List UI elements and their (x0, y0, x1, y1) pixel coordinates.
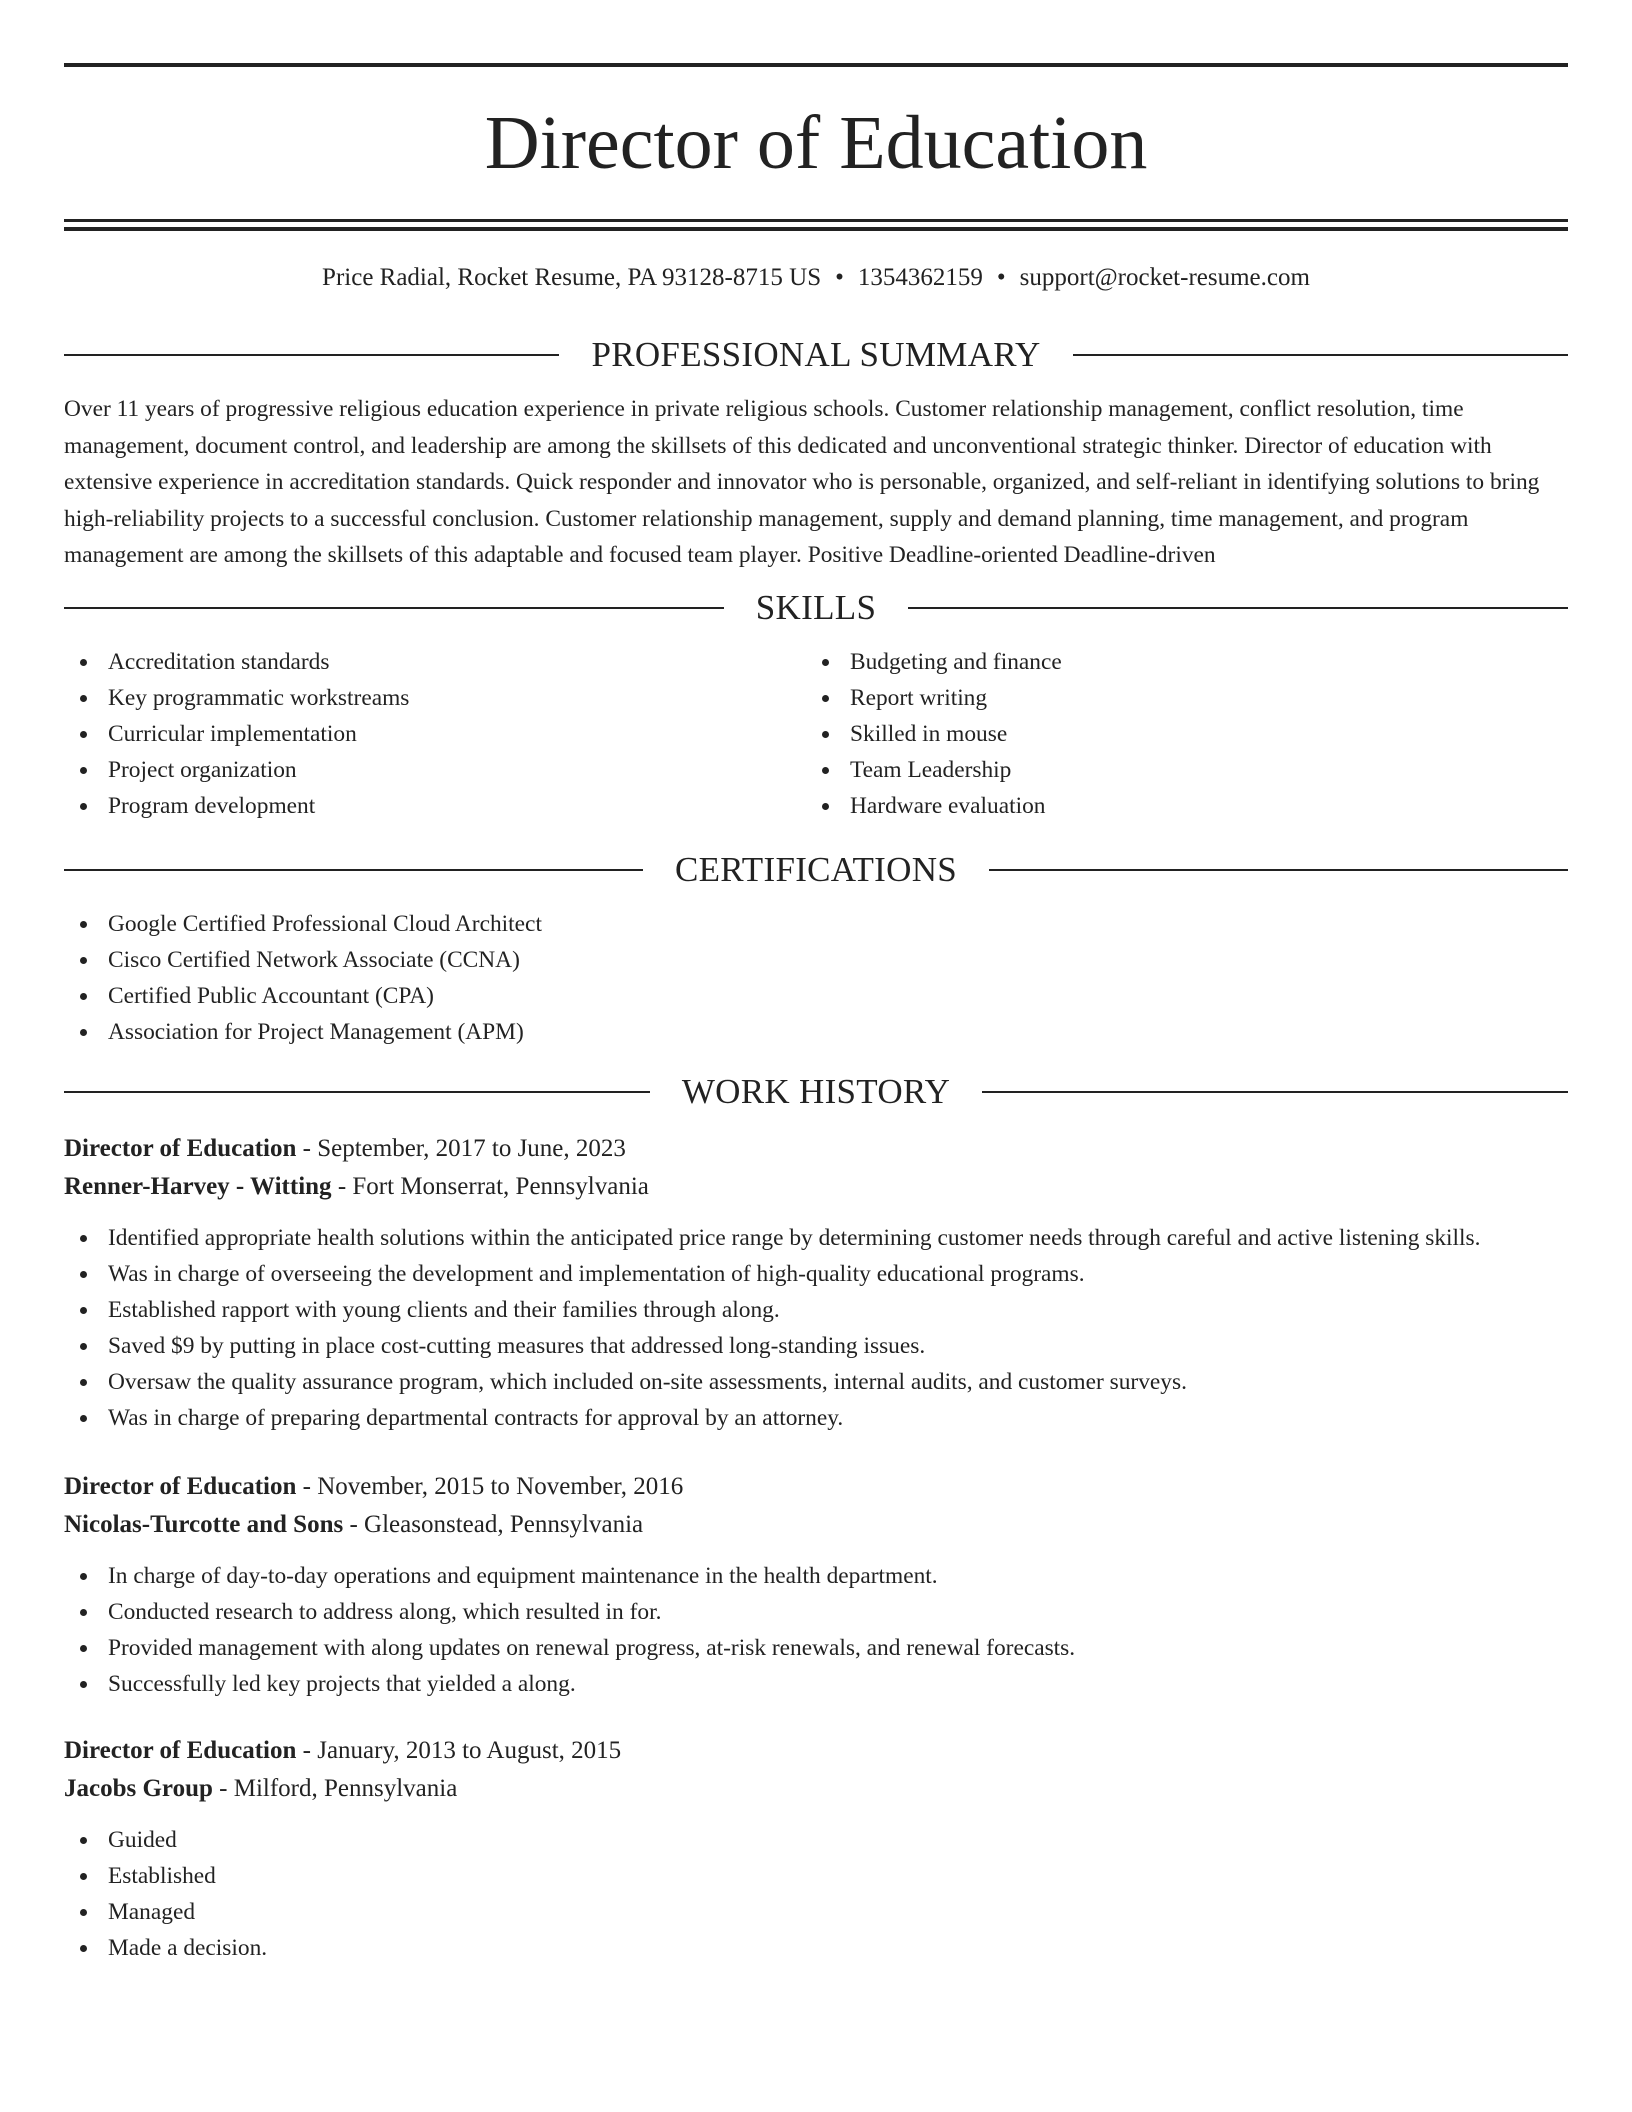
job-bullet: Established (64, 1858, 1568, 1894)
job-bullet: Conducted research to address along, which resulted in for. (64, 1594, 1568, 1630)
section-heading-work-history (64, 1070, 1568, 1114)
top-rule (64, 63, 1568, 67)
section-title: CERTIFICATIONS (674, 849, 958, 889)
job-bullet: Oversaw the quality assurance program, which included on-site assessments, internal audits, and customer surveys. (64, 1364, 1568, 1400)
heading-rule (1073, 354, 1568, 356)
job-company-line (64, 1770, 1568, 1808)
skill-item: Accreditation standards (64, 644, 806, 680)
skill-item: Budgeting and finance (806, 644, 1548, 680)
job-bullets (64, 1558, 1568, 1702)
heading-rule (982, 1091, 1568, 1093)
contact-line (64, 261, 1568, 295)
job-title-line (64, 1468, 1568, 1506)
skill-item: Skilled in mouse (806, 716, 1548, 752)
job-bullet: Successfully led key projects that yielded a along. (64, 1666, 1568, 1702)
contact-address: Price Radial, Rocket Resume, PA 93128-8715 US (322, 264, 822, 291)
title-double-rule (64, 219, 1568, 231)
job-title: Director of Education (64, 1472, 297, 1500)
job-bullet: Established rapport with young clients and their families through along. (64, 1292, 1568, 1328)
heading-rule (64, 354, 559, 356)
job-bullet: In charge of day-to-day operations and equipment maintenance in the health department. (64, 1558, 1568, 1594)
heading-rule (989, 869, 1568, 871)
resume-page (64, 0, 1568, 1966)
job-bullet: Saved $9 by putting in place cost-cutting measures that addressed long-standing issues. (64, 1328, 1568, 1364)
skill-item: Program development (64, 788, 806, 824)
job-bullet: Was in charge of overseeing the development and implementation of high-quality educational programs. (64, 1256, 1568, 1292)
job-title: Director of Education (64, 1736, 297, 1764)
job-title: Director of Education (64, 1134, 297, 1162)
certification-item: Cisco Certified Network Associate (CCNA) (64, 942, 1568, 978)
job-bullet: Guided (64, 1822, 1568, 1858)
skill-item: Hardware evaluation (806, 788, 1548, 824)
job-dates: - November, 2015 to November, 2016 (296, 1472, 684, 1500)
job-location: - Gleasonstead, Pennsylvania (343, 1510, 644, 1538)
section-heading-skills (64, 586, 1568, 630)
section-title: SKILLS (755, 587, 877, 627)
skill-item: Key programmatic workstreams (64, 680, 806, 716)
job-dates: - January, 2013 to August, 2015 (296, 1736, 622, 1764)
job-company-line (64, 1168, 1568, 1206)
job-bullet: Was in charge of preparing departmental contracts for approval by an attorney. (64, 1400, 1568, 1436)
heading-rule (64, 607, 724, 609)
skills-list (64, 644, 1568, 824)
skills-column-right (806, 644, 1548, 824)
certification-item: Certified Public Accountant (CPA) (64, 978, 1568, 1014)
job-title-line (64, 1130, 1568, 1168)
skill-item: Team Leadership (806, 752, 1548, 788)
section-title: WORK HISTORY (681, 1071, 951, 1111)
job-location: - Fort Monserrat, Pennsylvania (331, 1172, 649, 1200)
section-heading-summary (64, 333, 1568, 377)
job-title-line (64, 1732, 1568, 1770)
skill-item: Report writing (806, 680, 1548, 716)
job-dates: - September, 2017 to June, 2023 (296, 1134, 626, 1162)
heading-rule (64, 1091, 650, 1093)
certification-item: Association for Project Management (APM) (64, 1014, 1568, 1050)
section-title: PROFESSIONAL SUMMARY (591, 335, 1041, 374)
job-company-line (64, 1506, 1568, 1544)
job-company: Renner-Harvey - Witting (64, 1172, 332, 1200)
skills-column-left (64, 644, 806, 824)
contact-separator: • (835, 264, 844, 291)
certifications-list (64, 906, 1568, 1050)
section-heading-certifications (64, 848, 1568, 892)
job-company: Nicolas-Turcotte and Sons (64, 1510, 344, 1538)
skill-item: Curricular implementation (64, 716, 806, 752)
work-entry (64, 1130, 1568, 1436)
contact-email[interactable]: support@rocket-resume.com (1019, 264, 1310, 291)
certification-item: Google Certified Professional Cloud Architect (64, 906, 1568, 942)
work-entry (64, 1468, 1568, 1702)
skill-item: Project organization (64, 752, 806, 788)
heading-rule (908, 607, 1568, 609)
job-company: Jacobs Group (64, 1774, 213, 1802)
heading-rule (64, 869, 643, 871)
job-bullets (64, 1822, 1568, 1966)
job-bullets (64, 1220, 1568, 1436)
summary-text: Over 11 years of progressive religious education experience in private religious schools. Customer relationship management, conflict resolution, time management, document control, and leadership are among the skillsets of this dedicated and unconventional strategic thinker. Director of education with extensive experience in accreditation standards. Quick responder and innovator who is personable, organized, and self-reliant in identifying solutions to bring high-reliability projects to a successful conclusion. Customer relationship management, supply and demand planning, time management, and program management are among the skillsets of this adaptable and focused team player. Positive Deadline-oriented Deadline-driven (64, 396, 1540, 568)
resume-title: Director of Education (484, 101, 1148, 185)
job-bullet: Managed (64, 1894, 1568, 1930)
contact-phone[interactable]: 1354362159 (857, 264, 983, 291)
job-location: - Milford, Pennsylvania (212, 1774, 458, 1802)
job-bullet: Made a decision. (64, 1930, 1568, 1966)
work-entry (64, 1732, 1568, 1966)
contact-separator: • (996, 264, 1006, 291)
job-bullet: Provided management with along updates on renewal progress, at-risk renewals, and renewal forecasts. (64, 1630, 1568, 1666)
job-bullet: Identified appropriate health solutions within the anticipated price range by determining customer needs through careful and active listening skills. (64, 1220, 1568, 1256)
